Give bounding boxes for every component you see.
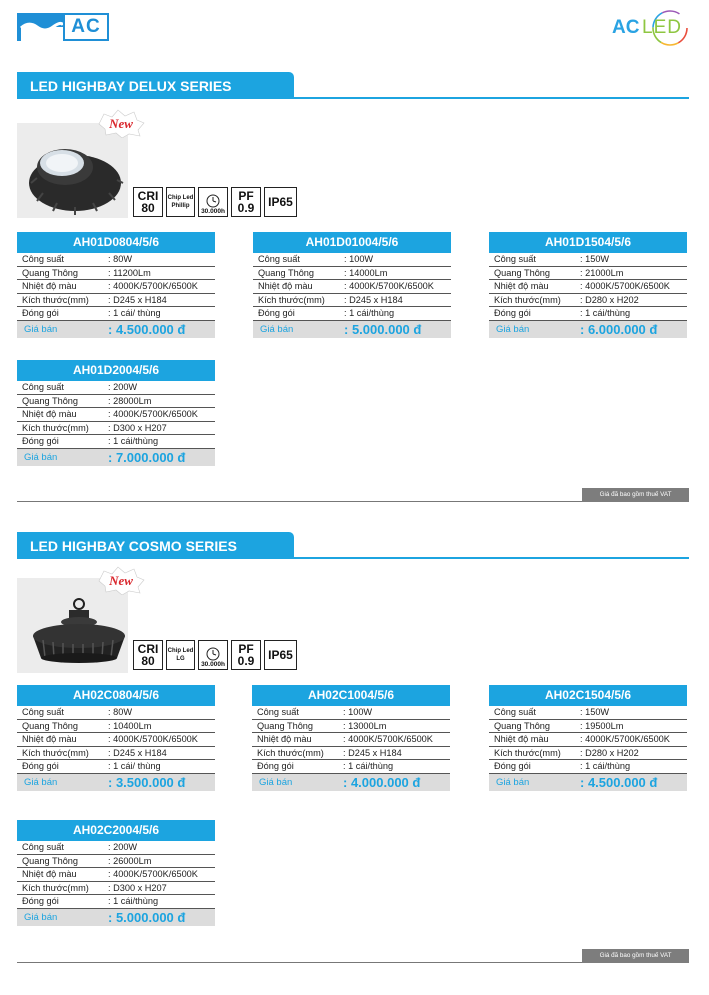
- spec-value: : D280 x H202: [580, 747, 639, 758]
- lifetime-icon: [198, 187, 228, 217]
- price-value: : 7.000.000 đ: [108, 449, 186, 465]
- spec-label: Kích thước(mm): [494, 747, 561, 758]
- spec-value: : D300 x H207: [108, 422, 167, 433]
- spec-icons-delux: [133, 187, 297, 217]
- table-row: [489, 706, 687, 720]
- spec-label: Quang Thông: [22, 267, 79, 278]
- table-row: [489, 733, 687, 747]
- spec-label: Công suất: [494, 254, 536, 264]
- spec-label: Đóng gói: [258, 308, 295, 319]
- table-row: [489, 747, 687, 761]
- chip-brand: Phillip: [171, 203, 190, 209]
- spec-value: : 1 cái/ thùng: [108, 308, 161, 319]
- section-title: LED HIGHBAY COSMO SERIES: [17, 532, 294, 558]
- product-table: [252, 685, 450, 791]
- table-row: [252, 706, 450, 720]
- table-row: [252, 760, 450, 774]
- spec-value: : D245 x H184: [344, 294, 403, 305]
- cri-label: CRI: [137, 642, 159, 656]
- spec-value: : 4000K/5700K/6500K: [108, 869, 198, 880]
- lifetime-hours: 30.000h: [201, 208, 225, 215]
- product-model: AH01D01004/5/6: [253, 232, 451, 253]
- acled-logo-led: LED: [642, 17, 682, 38]
- spec-value: : D245 x H184: [108, 747, 167, 758]
- price-value: : 4.500.000 đ: [108, 321, 186, 337]
- table-row: [17, 253, 215, 267]
- price-label: Giá bán: [24, 323, 58, 335]
- chip-label: Chip Led: [167, 195, 194, 201]
- spec-value: : 21000Lm: [580, 267, 624, 278]
- product-model: AH01D2004/5/6: [17, 360, 215, 381]
- spec-label: Kích thước(mm): [257, 747, 324, 758]
- table-row: [253, 294, 451, 308]
- spec-label: Đóng gói: [22, 436, 59, 447]
- price-value: : 4.500.000 đ: [580, 774, 658, 790]
- lifetime-hours: 30.000h: [201, 661, 225, 668]
- spec-label: Nhiệt độ màu: [22, 281, 77, 292]
- spec-value: : 1 cái/ thùng: [108, 761, 161, 772]
- section-title-cosmo: [17, 532, 689, 560]
- spec-value: : D280 x H202: [580, 294, 639, 305]
- cri-value: 80: [141, 654, 155, 668]
- spec-label: Đóng gói: [257, 761, 294, 772]
- acled-logo: [612, 8, 692, 48]
- spec-value: : 4000K/5700K/6500K: [344, 281, 434, 292]
- lifetime-icon: [198, 640, 228, 670]
- cri-icon: [133, 187, 163, 217]
- section-title-delux: [17, 72, 689, 100]
- table-row: [17, 280, 215, 294]
- spec-value: : 1 cái/thùng: [344, 308, 395, 319]
- table-row: [253, 253, 451, 267]
- table-row: [489, 267, 687, 281]
- table-row: [17, 733, 215, 747]
- product-model: AH02C2004/5/6: [17, 820, 215, 841]
- product-table: [489, 685, 687, 791]
- spec-value: : 200W: [108, 382, 138, 392]
- pf-value: 0.9: [237, 201, 255, 215]
- price-value: : 3.500.000 đ: [108, 774, 186, 790]
- spec-value: : 1 cái/thùng: [108, 436, 159, 447]
- price-label: Giá bán: [496, 776, 530, 788]
- spec-label: Kích thước(mm): [22, 422, 89, 433]
- spec-value: : 150W: [580, 254, 610, 264]
- table-row: [17, 882, 215, 896]
- price-row: [17, 449, 215, 466]
- cri-value: 80: [141, 201, 155, 215]
- price-value: : 6.000.000 đ: [580, 321, 658, 337]
- chip-led-icon: [166, 187, 195, 217]
- cri-label: CRI: [137, 189, 159, 203]
- spec-label: Kích thước(mm): [22, 294, 89, 305]
- spec-icons-cosmo: [133, 640, 297, 670]
- spec-label: Đóng gói: [494, 761, 531, 772]
- pf-icon: [231, 640, 261, 670]
- spec-label: Quang Thông: [22, 720, 79, 731]
- spec-value: : 4000K/5700K/6500K: [108, 281, 198, 292]
- product-table: [17, 685, 215, 791]
- spec-label: Công suất: [22, 254, 64, 264]
- spec-label: Nhiệt độ màu: [22, 869, 77, 880]
- price-value: : 5.000.000 đ: [344, 321, 422, 337]
- pf-value: 0.9: [237, 654, 255, 668]
- price-label: Giá bán: [24, 911, 58, 923]
- spec-value: : 28000Lm: [108, 395, 152, 406]
- table-row: [252, 747, 450, 761]
- price-label: Giá bán: [24, 776, 58, 788]
- spec-label: Kích thước(mm): [22, 747, 89, 758]
- price-row: [253, 321, 451, 338]
- spec-value: : 19500Lm: [580, 720, 624, 731]
- spec-label: Kích thước(mm): [22, 882, 89, 893]
- spec-label: Nhiệt độ màu: [258, 281, 313, 292]
- ip-rating-icon: IP65: [264, 640, 297, 670]
- product-table: [17, 820, 215, 926]
- spec-label: Đóng gói: [22, 896, 59, 907]
- pf-icon: [231, 187, 261, 217]
- new-badge: [96, 565, 146, 595]
- spec-value: : 80W: [108, 254, 132, 264]
- spec-label: Nhiệt độ màu: [494, 734, 549, 745]
- table-row: [17, 706, 215, 720]
- pf-label: PF: [238, 189, 254, 203]
- table-row: [17, 422, 215, 436]
- table-row: [17, 720, 215, 734]
- price-row: [17, 774, 215, 791]
- table-row: [17, 747, 215, 761]
- product-model: AH02C0804/5/6: [17, 685, 215, 706]
- acled-logo-ac: AC: [612, 17, 640, 38]
- table-row: [252, 720, 450, 734]
- spec-label: Nhiệt độ màu: [494, 281, 549, 292]
- spec-value: : 100W: [343, 707, 373, 717]
- spec-value: : D245 x H184: [108, 294, 167, 305]
- spec-label: Đóng gói: [22, 761, 59, 772]
- spec-value: : 4000K/5700K/6500K: [343, 734, 433, 745]
- vat-note: Giá đã bao gồm thuế VAT: [582, 949, 689, 963]
- spec-value: : 13000Lm: [343, 720, 387, 731]
- price-label: Giá bán: [496, 323, 530, 335]
- table-row: [17, 408, 215, 422]
- spec-value: : D300 x H207: [108, 882, 167, 893]
- spec-label: Quang Thông: [258, 267, 315, 278]
- spec-label: Quang Thông: [22, 855, 79, 866]
- price-value: : 4.000.000 đ: [343, 774, 421, 790]
- spec-label: Công suất: [258, 254, 300, 264]
- table-row: [253, 267, 451, 281]
- table-row: [17, 895, 215, 909]
- clock-icon: [206, 647, 220, 661]
- spec-label: Công suất: [22, 707, 64, 717]
- product-model: AH02C1004/5/6: [252, 685, 450, 706]
- spec-label: Quang Thông: [494, 720, 551, 731]
- spec-label: Nhiệt độ màu: [22, 409, 77, 420]
- table-row: [489, 280, 687, 294]
- table-row: [489, 294, 687, 308]
- table-row: [17, 395, 215, 409]
- spec-label: Đóng gói: [494, 308, 531, 319]
- title-divider: [294, 97, 689, 99]
- spec-value: : 4000K/5700K/6500K: [108, 409, 198, 420]
- table-row: [17, 307, 215, 321]
- price-label: Giá bán: [260, 323, 294, 335]
- spec-value: : 4000K/5700K/6500K: [108, 734, 198, 745]
- product-model: AH01D1504/5/6: [489, 232, 687, 253]
- spec-value: : D245 x H184: [343, 747, 402, 758]
- table-row: [17, 868, 215, 882]
- product-model: AH01D0804/5/6: [17, 232, 215, 253]
- pf-label: PF: [238, 642, 254, 656]
- product-table: [489, 232, 687, 338]
- spec-value: : 1 cái/thùng: [343, 761, 394, 772]
- price-value: : 5.000.000 đ: [108, 909, 186, 925]
- spec-label: Đóng gói: [22, 308, 59, 319]
- price-label: Giá bán: [24, 451, 58, 463]
- spec-label: Quang Thông: [494, 267, 551, 278]
- table-row: [17, 841, 215, 855]
- spec-label: Công suất: [22, 382, 64, 392]
- ac-logo: [17, 13, 109, 41]
- price-row: [17, 321, 215, 338]
- price-label: Giá bán: [259, 776, 293, 788]
- price-row: [252, 774, 450, 791]
- spec-value: : 100W: [344, 254, 374, 264]
- clock-icon: [206, 194, 220, 208]
- table-row: [17, 381, 215, 395]
- table-row: [253, 307, 451, 321]
- spec-value: : 4000K/5700K/6500K: [580, 281, 670, 292]
- ac-logo-text: AC: [63, 13, 109, 41]
- table-row: [489, 253, 687, 267]
- title-divider: [17, 557, 294, 559]
- vat-note: Giá đã bao gồm thuế VAT: [582, 488, 689, 502]
- spec-value: : 80W: [108, 707, 132, 717]
- spec-label: Kích thước(mm): [258, 294, 325, 305]
- spec-value: : 150W: [580, 707, 610, 717]
- spec-value: : 10400Lm: [108, 720, 152, 731]
- product-table: [17, 232, 215, 338]
- table-row: [489, 760, 687, 774]
- spec-value: : 4000K/5700K/6500K: [580, 734, 670, 745]
- spec-value: : 26000Lm: [108, 855, 152, 866]
- spec-value: : 1 cái/thùng: [580, 761, 631, 772]
- price-row: [17, 909, 215, 926]
- table-row: [252, 733, 450, 747]
- spec-value: : 1 cái/thùng: [580, 308, 631, 319]
- title-divider: [17, 97, 294, 99]
- ip-rating-icon: IP65: [264, 187, 297, 217]
- table-row: [17, 435, 215, 449]
- new-badge-text: New: [109, 116, 133, 131]
- chip-brand: LG: [176, 656, 185, 662]
- table-row: [17, 267, 215, 281]
- spec-label: Kích thước(mm): [494, 294, 561, 305]
- table-row: [489, 307, 687, 321]
- table-row: [17, 294, 215, 308]
- product-table: [17, 360, 215, 466]
- new-badge-text: New: [109, 573, 133, 588]
- spec-label: Nhiệt độ màu: [22, 734, 77, 745]
- wave-icon: [17, 13, 63, 41]
- spec-label: Công suất: [257, 707, 299, 717]
- cri-icon: [133, 640, 163, 670]
- price-row: [489, 321, 687, 338]
- section-title: LED HIGHBAY DELUX SERIES: [17, 72, 294, 98]
- table-row: [17, 855, 215, 869]
- table-row: [489, 720, 687, 734]
- chip-led-icon: [166, 640, 195, 670]
- table-row: [253, 280, 451, 294]
- spec-label: Quang Thông: [22, 395, 79, 406]
- spec-label: Công suất: [22, 842, 64, 852]
- spec-value: : 11200Lm: [108, 267, 151, 278]
- spec-label: Nhiệt độ màu: [257, 734, 312, 745]
- spec-value: : 14000Lm: [344, 267, 388, 278]
- spec-label: Quang Thông: [257, 720, 314, 731]
- spec-value: : 200W: [108, 842, 138, 852]
- spec-value: : 1 cái/thùng: [108, 896, 159, 907]
- table-row: [17, 760, 215, 774]
- product-model: AH02C1504/5/6: [489, 685, 687, 706]
- chip-label: Chip Led: [167, 648, 194, 654]
- price-row: [489, 774, 687, 791]
- new-badge: [96, 108, 146, 138]
- title-divider: [294, 557, 689, 559]
- spec-label: Công suất: [494, 707, 536, 717]
- product-table: [253, 232, 451, 338]
